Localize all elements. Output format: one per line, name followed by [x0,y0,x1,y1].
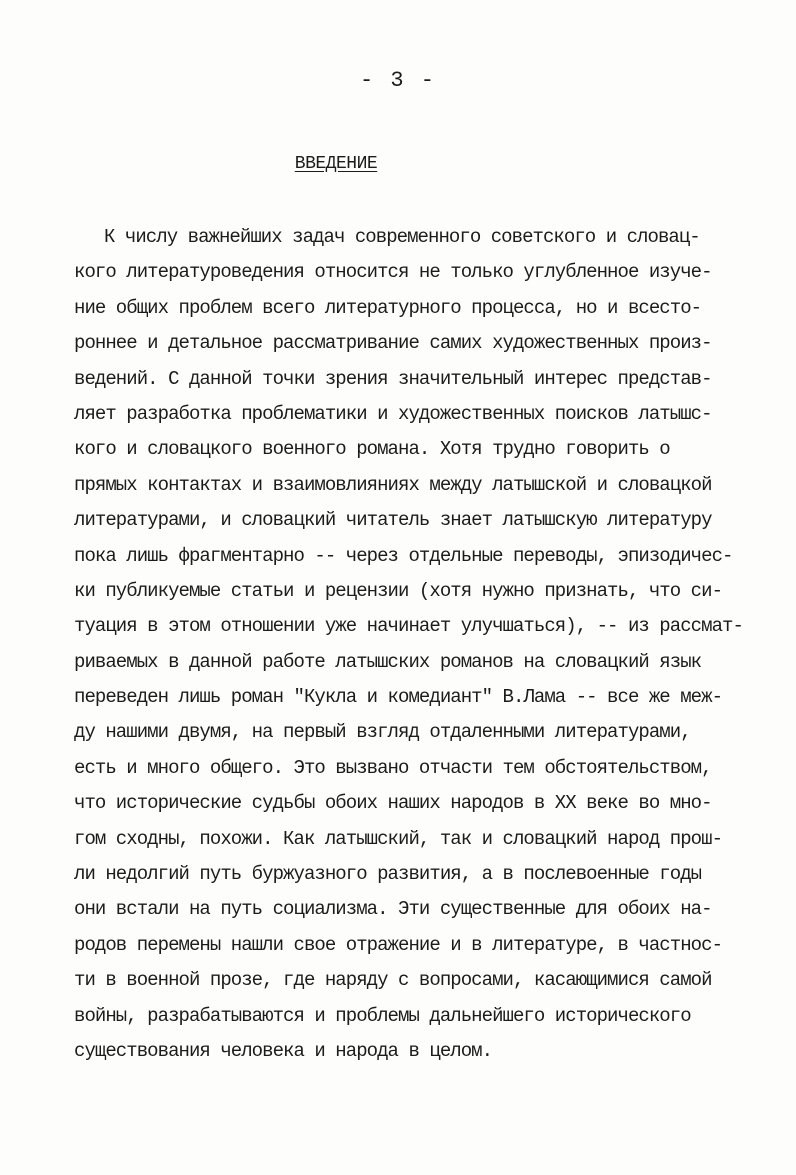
text-line: кого литературоведения относится не только углубленное изуче- [74,261,712,284]
text-line: ведений. С данной точки зрения значительный интерес представ- [74,367,712,390]
text-line: роннее и детальное рассматривание самих художественных произ- [74,332,712,355]
text-line: пока лишь фрагментарно -- через отдельные переводы, эпизодичес- [74,544,733,567]
body-text [74,222,774,1071]
text-line: переведен лишь роман "Кукла и комедиант" В.Лама -- все же меж- [74,686,723,709]
text-line: кого и словацкого военного романа. Хотя трудно говорить о [74,438,670,461]
text-line: ти в военной прозе, где наряду с вопросами, касающимися самой [74,969,712,992]
text-line: что исторические судьбы обоих наших народов в XX веке во мно- [74,792,712,815]
text-line: войны, разрабатываются и проблемы дальнейшего исторического [74,1004,691,1027]
text-line: К числу важнейших задач современного советского и словац- [104,226,700,248]
text-line: ляет разработка проблематики и художественных поисков латышс- [74,402,712,425]
text-line: ли недолгий путь буржуазного развития, а в послевоенные годы [74,863,702,886]
text-line: родов перемены нашли свое отражение и в литературе, в частнос- [74,933,723,956]
text-line: туация в этом отношении уже начинает улучшаться), -- из рассмат- [74,615,743,638]
text-line: риваемых в данной работе латышских романов на словацкий язык [74,650,702,673]
page-number: - 3 - [359,68,436,93]
text-line: ние общих проблем всего литературного процесса, но и всесто- [74,296,702,319]
text-line: гом сходны, похожи. Как латышский, так и словацкий народ прош- [74,827,723,850]
section-heading: ВВЕДЕНИЕ [294,154,378,174]
text-line: литературами, и словацкий читатель знает латышскую литературу [74,509,712,532]
text-line: существования человека и народа в целом. [74,1039,493,1062]
text-line: они встали на путь социализма. Эти существенные для обоих на- [74,898,712,921]
text-line: прямых контактах и взаимовлияниях между латышской и словацкой [74,473,712,496]
text-line: ки публикуемые статьи и рецензии (хотя нужно признать, что си- [74,579,723,602]
text-line: есть и много общего. Это вызвано отчасти тем обстоятельством, [74,756,712,779]
text-line: ду нашими двумя, на первый взгляд отдаленными литературами, [74,721,691,744]
